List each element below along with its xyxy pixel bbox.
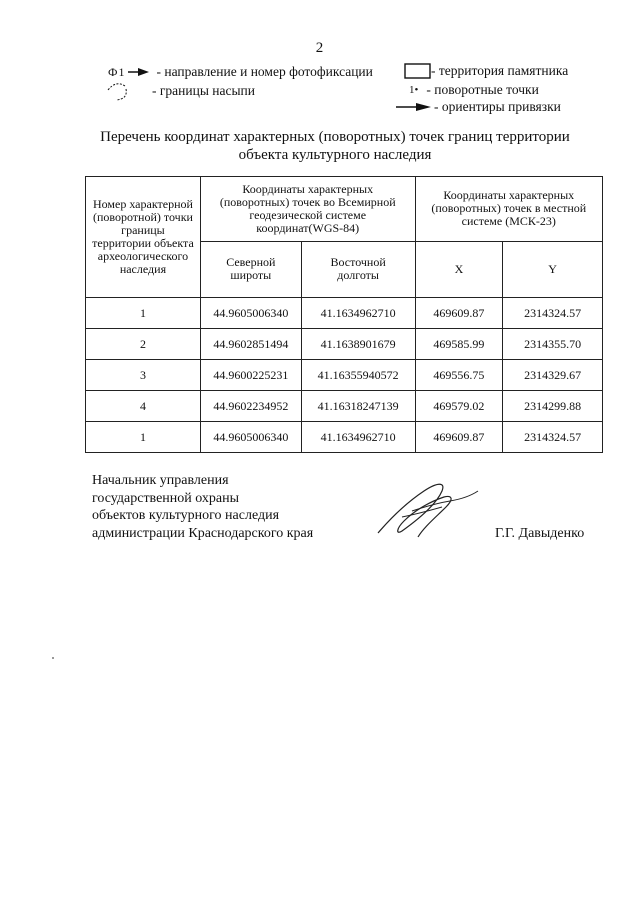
cell-y: 2314299.88 [503,391,603,422]
cell-x: 469609.87 [415,298,503,329]
title-line-1: Перечень координат характерных (поворотных) точек границ территории [100,129,570,145]
legend-mound-borders-label: - границы насыпи [152,83,255,98]
cell-latitude: 44.9605006340 [200,298,301,329]
cell-longitude: 41.1634962710 [301,422,415,453]
cell-y: 2314329.67 [503,360,603,391]
coordinates-table [85,176,603,453]
cell-latitude: 44.9600225231 [200,360,301,391]
signature-block [92,472,313,542]
cell-longitude: 41.1634962710 [301,298,415,329]
cell-latitude: 44.9602851494 [200,329,301,360]
header-east-longitude: Восточной долготы [301,241,415,297]
scan-dot [52,657,54,659]
cell-longitude: 41.1638901679 [301,329,415,360]
table-row [86,391,603,422]
title-line-2: объекта культурного наследия [238,147,432,163]
signature-line-4: администрации Краснодарского края [92,525,314,541]
photo-arrow-icon [128,67,150,77]
table-row [86,360,603,391]
header-point-number: Номер характерной (поворотной) точки границы территории объекта археологического наследия [86,177,201,298]
mound-border-icon [104,80,130,102]
legend-photo-direction-label: - направление и номер фотофиксации [156,64,373,79]
signature-line-1: Начальник управления [92,473,229,488]
legend-turning-points [409,82,539,98]
cell-point-number: 3 [86,360,201,391]
page-number: 2 [315,40,324,56]
header-wgs84: Координаты характерных (поворотных) точек во Всемирной геодезической системе координат(WGS-84) [200,177,415,242]
legend-reference-points [396,99,561,115]
legend-photo-direction [108,64,373,80]
signature-line-3: объектов культурного наследия [92,508,280,523]
legend-reference-points-label: - ориентиры привязки [434,99,561,114]
legend-territory [404,63,568,79]
cell-x: 469556.75 [415,360,503,391]
legend-turning-points-label: - поворотные точки [426,82,539,97]
header-x: X [415,241,503,297]
photo-symbol: Ф1 [108,64,126,79]
table-row [86,422,603,453]
signer-name: Г.Г. Давыденко [495,526,585,541]
cell-point-number: 4 [86,391,201,422]
cell-x: 469579.02 [415,391,503,422]
cell-point-number: 1 [86,422,201,453]
turning-point-symbol: 1• [409,84,419,96]
cell-latitude: 44.9602234952 [200,391,301,422]
table-row [86,329,603,360]
legend-territory-label: - территория памятника [431,63,569,78]
legend-mound-borders [104,80,255,102]
cell-y: 2314324.57 [503,298,603,329]
reference-arrow-icon [396,102,432,112]
cell-x: 469585.99 [415,329,503,360]
territory-rectangle-icon [404,63,431,79]
header-north-latitude: Северной широты [200,241,301,297]
cell-point-number: 1 [86,298,201,329]
cell-longitude: 41.16355940572 [301,360,415,391]
signature-line-2: государственной охраны [92,490,240,506]
cell-latitude: 44.9605006340 [200,422,301,453]
document-title [80,128,590,164]
cell-longitude: 41.16318247139 [301,391,415,422]
cell-x: 469609.87 [415,422,503,453]
cell-point-number: 2 [86,329,201,360]
table-row [86,298,603,329]
handwritten-signature [372,477,482,547]
header-msk23: Координаты характерных (поворотных) точек в местной системе (МСК-23) [415,177,602,242]
cell-y: 2314324.57 [503,422,603,453]
header-y: Y [503,241,603,297]
cell-y: 2314355.70 [503,329,603,360]
